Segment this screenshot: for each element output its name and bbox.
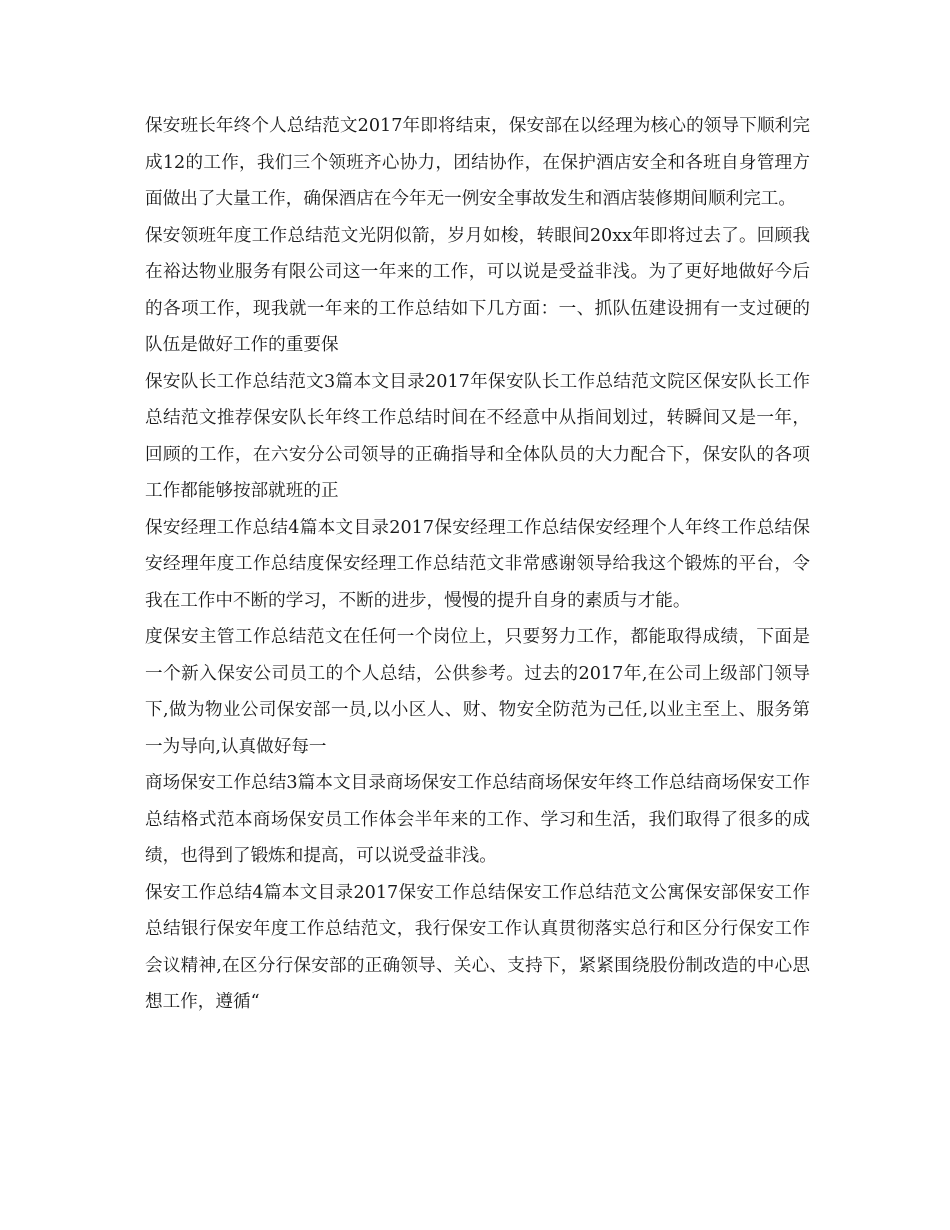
paragraph-5: 度保安主管工作总结范文在任何一个岗位上，只要努力工作，都能取得成绩，下面是一个新入保安公司员工的个人总结，公供参考。过去的2017年,在公司上级部门领导下,做为物业公司保安部一员,以小区人、财、物安全防范为己任,以业主至上、服务第一为导向,认真做好每一 (145, 627, 810, 757)
paragraph-2: 保安领班年度工作总结范文光阴似箭，岁月如梭，转眼间20xx年即将过去了。回顾我在裕达物业服务有限公司这一年来的工作，可以说是受益非浅。为了更好地做好今后的各项工作，现我就一年来的工作总结如下几方面：一、抓队伍建设拥有一支过硬的队伍是做好工作的重要保 (145, 225, 810, 355)
paragraph-1: 保安班长年终个人总结范文2017年即将结束，保安部在以经理为核心的领导下顺利完成12的工作，我们三个领班齐心协力，团结协作，在保护酒店安全和各班自身管理方面做出了大量工作，确保酒店在今年无一例安全事故发生和酒店装修期间顺利完工。 (145, 116, 810, 209)
paragraph-7: 保安工作总结4篇本文目录2017保安工作总结保安工作总结范文公寓保安部保安工作总结银行保安年度工作总结范文，我行保安工作认真贯彻落实总行和区分行保安工作会议精神,在区分行保安部的正确领导、关心、支持下，紧紧围绕股份制改造的中心思想工作，遵循“ (145, 882, 810, 1012)
paragraph-6: 商场保安工作总结3篇本文目录商场保安工作总结商场保安年终工作总结商场保安工作总结格式范本商场保安员工作体会半年来的工作、学习和生活，我们取得了很多的成绩，也得到了锻炼和提高，可以说受益非浅。 (145, 773, 810, 866)
paragraph-4: 保安经理工作总结4篇本文目录2017保安经理工作总结保安经理个人年终工作总结保安经理年度工作总结度保安经理工作总结范文非常感谢领导给我这个锻炼的平台，令我在工作中不断的学习，不断的进步，慢慢的提升自身的素质与才能。 (145, 517, 810, 611)
paragraph-3: 保安队长工作总结范文3篇本文目录2017年保安队长工作总结范文院区保安队长工作总结范文推荐保安队长年终工作总结时间在不经意中从指间划过，转瞬间又是一年，回顾的工作，在六安分公司领导的正确指导和全体队员的大力配合下，保安队的各项工作都能够按部就班的正 (145, 371, 810, 501)
document-body (145, 108, 810, 1021)
